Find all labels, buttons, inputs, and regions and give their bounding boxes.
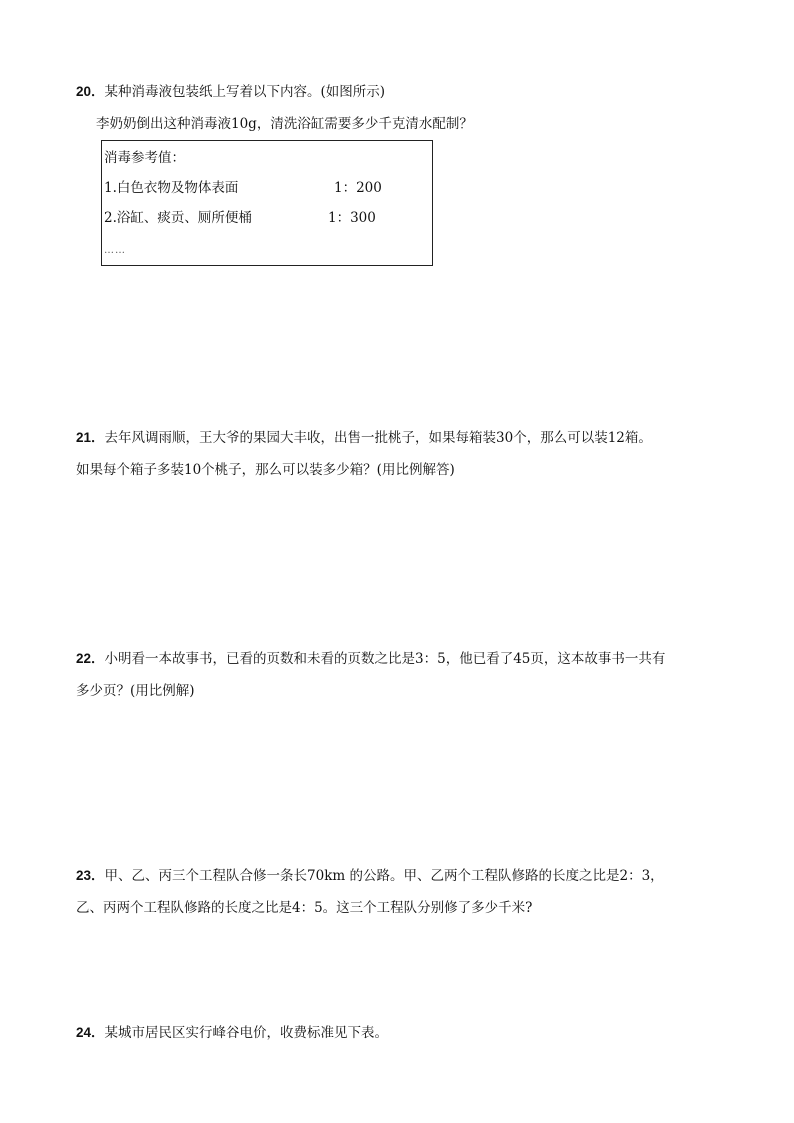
- question-21-line-2: 如果每个箱子多装10个桃子，那么可以装多少箱？(用比例解答): [76, 462, 455, 478]
- question-text: 甲、乙、丙三个工程队合修一条长70km 的公路。甲、乙两个工程队修路的长度之比是2：3，: [104, 868, 664, 884]
- question-number: 22．: [76, 651, 105, 666]
- question-20-line-1: [76, 83, 385, 101]
- question-text: 某城市居民区实行峰谷电价，收费标准见下表。: [104, 1025, 389, 1041]
- disinfectant-reference-box: [101, 140, 433, 266]
- question-text: 小明看一本故事书，已看的页数和未看的页数之比是3：5，他已看了45页，这本故事书一共有: [104, 651, 666, 667]
- question-number: 20．: [76, 84, 105, 99]
- question-20-line-2: 李奶奶倒出这种消毒液10g，清洗浴缸需要多少千克清水配制？: [96, 116, 473, 132]
- reference-ellipsis: ……: [104, 245, 126, 256]
- reference-title: 消毒参考值：: [104, 150, 185, 166]
- question-22-line-2: 多少页？(用比例解): [76, 683, 195, 699]
- question-22-line-1: [76, 650, 665, 668]
- question-number: 24．: [76, 1025, 105, 1040]
- reference-item-2-ratio: 1：300: [328, 210, 376, 226]
- question-24-line-1: [76, 1024, 388, 1042]
- question-23-line-2: 乙、丙两个工程队修路的长度之比是4：5。这三个工程队分别修了多少千米?: [76, 900, 533, 916]
- question-text: 某种消毒液包装纸上写着以下内容。(如图所示): [104, 84, 386, 100]
- question-text: 去年风调雨顺，王大爷的果园大丰收，出售一批桃子，如果每箱装30个，那么可以装12箱。: [104, 430, 652, 446]
- question-23-line-1: [76, 867, 664, 885]
- reference-item-1-ratio: 1：200: [334, 180, 382, 196]
- question-number: 21．: [76, 430, 105, 445]
- reference-item-1-label: 1.白色衣物及物体表面: [104, 180, 239, 196]
- question-number: 23．: [76, 868, 105, 883]
- question-21-line-1: [76, 429, 652, 447]
- reference-item-2-label: 2.浴缸、痰贡、厕所便桶: [104, 210, 252, 226]
